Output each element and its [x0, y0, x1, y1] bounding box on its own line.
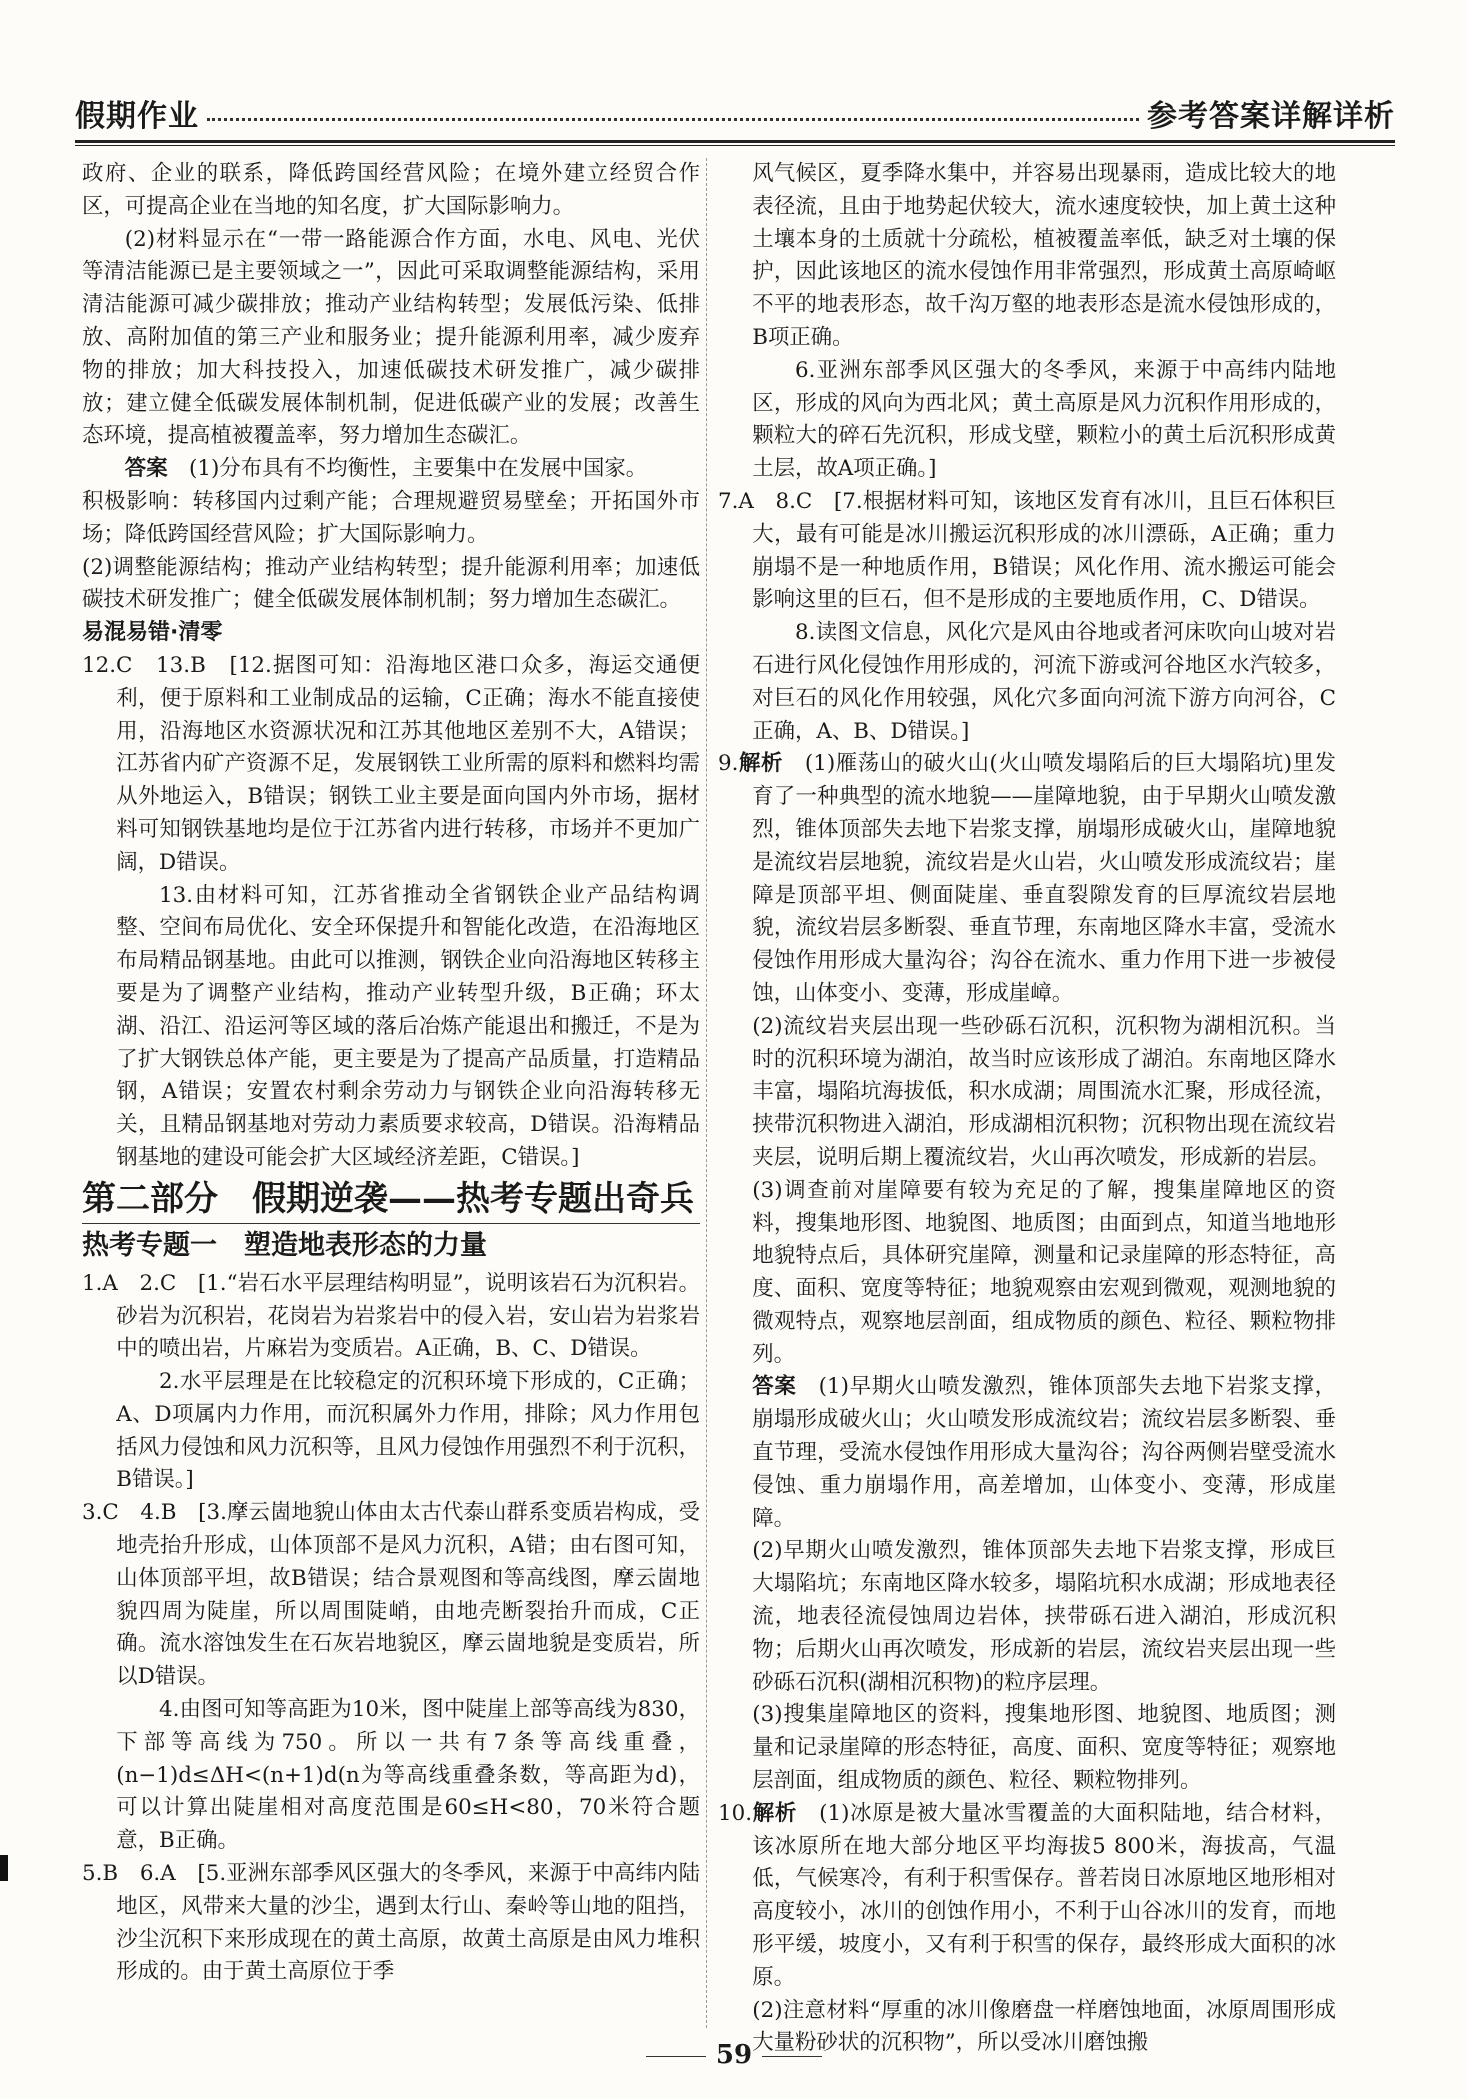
paragraph: 政府、企业的联系，降低跨国经营风险；在境外建立经贸合作区，可提高企业在当地的知名度，扩大国际影响力。 [82, 161, 700, 219]
part-heading: 第二部分 假期逆袭——热考专题出奇兵 [82, 1175, 700, 1224]
question-answer: 1.A 2.C [1.“岩石水平层理结构明显”，说明该岩石为沉积岩。砂岩为沉积岩，花岗岩为岩浆岩中的侵入岩，安山岩为岩浆岩中的喷出岩，片麻岩为变质岩。A正确，B、C、D错误。 [82, 1270, 700, 1362]
footer-line-left [646, 2056, 706, 2057]
header-right-title: 参考答案详解详析 [1147, 99, 1395, 134]
header-left-title: 假期作业 [75, 99, 199, 134]
right-column [718, 158, 1336, 2056]
side-margin-mark [0, 1855, 8, 1881]
question-answer: 2.水平层理是在比较稳定的沉积环境下形成的，C正确；A、D项属内力作用，而沉积属外力作用，排除；风力作用包括风力侵蚀和风力沉积等，且风力侵蚀作用强烈不利于沉积，B错误。] [116, 1369, 700, 1493]
analysis-label: 解析 [752, 1800, 797, 1826]
page-number: 59 [715, 2040, 753, 2070]
page-footer [0, 2040, 1468, 2070]
analysis-label: 解析 [738, 751, 783, 777]
question-number: 10. [718, 1800, 753, 1826]
question-answer: 3.C 4.B [3.摩云崮地貌山体由太古代泰山群系变质岩构成，受地壳抬升形成，山体顶部不是风力沉积，A错；由右图可知，山体顶部平坦，故B错误；结合景观图和等高线图，摩云崮地貌四周为陡崖，所以周围陡峭，由地壳断裂抬升而成，C正确。流水溶蚀发生在石灰岩地貌区，摩云崮地貌是变质岩，所以D错误。 [82, 1500, 700, 1690]
left-column [82, 158, 700, 2028]
paragraph: 风气候区，夏季降水集中，并容易出现暴雨，造成比较大的地表径流，且由于地势起伏较大，流水速度较快，加上黄土这种土壤本身的土质就十分疏松，植被覆盖率低，缺乏对土壤的保护，因此该地区的流水侵蚀作用非常强烈，形成黄土高原崎岖不平的地表形态，故千沟万壑的地表形态是流水侵蚀形成的，B项正确。 [752, 161, 1336, 350]
paragraph: (3)调查前对崖障要有较为充足的了解，搜集崖障地区的资料，搜集地形图、地貌图、地质图；由面到点，知道当地地形地貌特点后，具体研究崖障，测量和记录崖障的形态特征，高度、面积、宽度等特征；地貌观察由宏观到微观，观测地貌的微观特点，观察地层剖面，组成物质的颜色、粒径、颗粒物排列。 [752, 1177, 1336, 1367]
analysis-text: (1)雁荡山的破火山(火山喷发塌陷后的巨大塌陷坑)里发育了一种典型的流水地貌——崖障地貌，由于早期火山喷发激烈，锥体顶部失去地下岩浆支撑，崩塌形成破火山，崖障地貌是流纹岩层地貌，流纹岩是火山岩，火山喷发形成流纹岩；崖障是顶部平坦、侧面陡崖、垂直裂隙发育的巨厚流纹岩层地貌，流纹岩层多断裂、垂直节理，东南地区降水丰富，受流水侵蚀作用形成大量沟谷；沟谷在流水、重力作用下进一步被侵蚀，山体变小、变薄，形成崖嶂。 [752, 751, 1336, 1006]
answer-text: (1)分布具有不均衡性，主要集中在发展中国家。 [189, 456, 648, 482]
column-separator [706, 158, 707, 2028]
paragraph: (2)材料显示在“一带一路能源合作方面，水电、风电、光伏等清洁能源已是主要领域之一”，因此可采取调整能源结构，采用清洁能源可减少碳排放；推动产业结构转型；发展低污染、低排放、高附加值的第三产业和服务业；提升能源利用率，减少废弃物的排放；加大科技投入，加速低碳技术研发推广，减少碳排放；建立健全低碳发展体制机制，促进低碳产业的发展；改善生态环境，提高植被覆盖率，努力增加生态碳汇。 [82, 226, 700, 449]
section-heading: 易混易错·清零 [82, 620, 223, 646]
footer-line-right [762, 2056, 822, 2057]
paragraph: (3)搜集崖障地区的资料，搜集地形图、地貌图、地质图；测量和记录崖障的形态特征，高度、面积、宽度等特征；观察地层剖面，组成物质的颜色、粒径、颗粒物排列。 [752, 1702, 1336, 1794]
question-number: 9. [718, 751, 739, 777]
question-answer: 8.读图文信息，风化穴是风由谷地或者河床吹向山坡对岩石进行风化侵蚀作用形成的，河流下游或河谷地区水汽较多，对巨石的风化作用较强，风化穴多面向河流下游方向河谷，C正确，A、B、D错误。] [752, 620, 1336, 744]
paragraph: (2)注意材料“厚重的冰川像磨盘一样磨蚀地面，冰原周围形成大量粉砂状的沉积物”，所以受冰川磨蚀搬 [752, 1997, 1336, 2056]
answer-label: 答案 [124, 456, 168, 482]
header-dotted-leader [207, 118, 1139, 121]
question-answer: 5.B 6.A [5.亚洲东部季风区强大的冬季风，来源于中高纬内陆地区，风带来大量的沙尘，遇到太行山、秦岭等山地的阻挡，沙尘沉积下来形成现在的黄土高原，故黄土高原是由风力堆积形成的。由于黄土高原位于季 [82, 1861, 700, 1985]
question-analysis [718, 748, 1336, 1010]
page-header [75, 88, 1395, 138]
question-answer: 12.C 13.B [12.据图可知：沿海地区港口众多，海运交通便利，便于原料和工业制成品的运输，C正确；海水不能直接使用，沿海地区水资源状况和江苏其他地区差别不大，A错误；江苏省内矿产资源不足，发展钢铁工业所需的原料和燃料均需从外地运入，B错误；钢铁工业主要是面向国内外市场，据材料可知钢铁基地均是位于江苏省内进行转移，市场并不更加广阔，D错误。 [82, 652, 700, 875]
answer-text: (1)早期火山喷发激烈，锥体顶部失去地下岩浆支撑，崩塌形成破火山；火山喷发形成流纹岩；流纹岩层多断裂、垂直节理，受流水侵蚀作用形成大量沟谷；沟谷两侧岩壁受流水侵蚀、重力崩塌作用，高差增加，山体变小、变薄，形成崖障。 [752, 1374, 1336, 1531]
header-rule-thin [75, 145, 1395, 146]
answer-label: 答案 [752, 1374, 797, 1400]
paragraph: (2)早期火山喷发激烈，锥体顶部失去地下岩浆支撑，形成巨大塌陷坑；东南地区降水较多，塌陷坑积水成湖；形成地表径流，地表径流侵蚀周边岩体，挟带砾石进入湖泊，形成沉积物；后期火山再次喷发，形成新的岩层，流纹岩夹层出现一些砂砾石沉积(湖相沉积物)的粒序层理。 [752, 1538, 1336, 1695]
header-rule [75, 140, 1395, 143]
paragraph: (2)流纹岩夹层出现一些砂砾石沉积，沉积物为湖相沉积。当时的沉积环境为湖泊，故当时应该形成了湖泊。东南地区降水丰富，塌陷坑海拔低，积水成湖；周围流水汇聚，形成径流，挟带沉积物进入湖泊，形成湖相沉积物；沉积物出现在流纹岩夹层，说明后期上覆流纹岩，火山再次喷发，形成新的岩层。 [752, 1013, 1336, 1170]
paragraph: 积极影响：转移国内过剩产能；合理规避贸易壁垒；开拓国外市场；降低跨国经营风险；扩大国际影响力。 [82, 488, 700, 547]
question-answer: 13.由材料可知，江苏省推动全省钢铁企业产品结构调整、空间布局优化、安全环保提升和智能化改造，在沿海地区布局精品钢基地。由此可以推测，钢铁企业向沿海地区转移主要是为了调整产业结构，推动产业转型升级，B正确；环太湖、沿江、沿运河等区域的落后冶炼产能退出和搬迁，不是为了扩大钢铁总体产能，更主要是为了提高产品质量，打造精品钢，A错误；安置农村剩余劳动力与钢铁企业向沿海转移无关，且精品钢基地对劳动力素质要求较高，D错误。沿海精品钢基地的建设可能会扩大区域经济差距，C错误。] [116, 882, 700, 1170]
paragraph: (2)调整能源结构；推动产业结构转型；提升能源利用率；加速低碳技术研发推广；健全低碳发展体制机制；努力增加生态碳汇。 [82, 554, 700, 613]
analysis-text: (1)冰原是被大量冰雪覆盖的大面积陆地，结合材料，该冰原所在地大部分地区平均海拔5 800米，海拔高，气温低，气候寒冷，有利于积雪保存。普若岗日冰原地区地形相对高度较小，冰川的创蚀作用小，不利于山谷冰川的发育，而地形平缓，坡度小，又有利于积雪的保存，最终形成大面积的冰原。 [752, 1800, 1336, 1990]
topic-heading: 热考专题一 塑造地表形态的力量 [82, 1229, 487, 1261]
question-answer: 6.亚洲东部季风区强大的冬季风，来源于中高纬内陆地区，形成的风向为西北风；黄土高原是风力沉积作用形成的，颗粒大的碎石先沉积，形成戈壁，颗粒小的黄土后沉积形成黄土层，故A项正确。] [752, 357, 1336, 482]
answer-paragraph [718, 1371, 1336, 1535]
question-answer: 7.A 8.C [7.根据材料可知，该地区发育有冰川，且巨石体积巨大，最有可能是冰川搬运沉积形成的冰川漂砾，A正确；重力崩塌不是一种地质作用，B错误；风化作用、流水搬运可能会影响这里的巨石，但不是形成的主要地质作用，C、D错误。 [718, 488, 1336, 613]
answer-paragraph [82, 453, 700, 486]
question-analysis [718, 1798, 1336, 1995]
question-answer: 4.由图可知等高距为10米，图中陡崖上部等高线为830，下部等高线为750。所以一共有7条等高线重叠，(n−1)d≤ΔH<(n+1)d(n为等高线重叠条数，等高距为d)，可以计算出陡崖相对高度范围是60≤H<80，70米符合题意，B正确。 [116, 1697, 700, 1854]
